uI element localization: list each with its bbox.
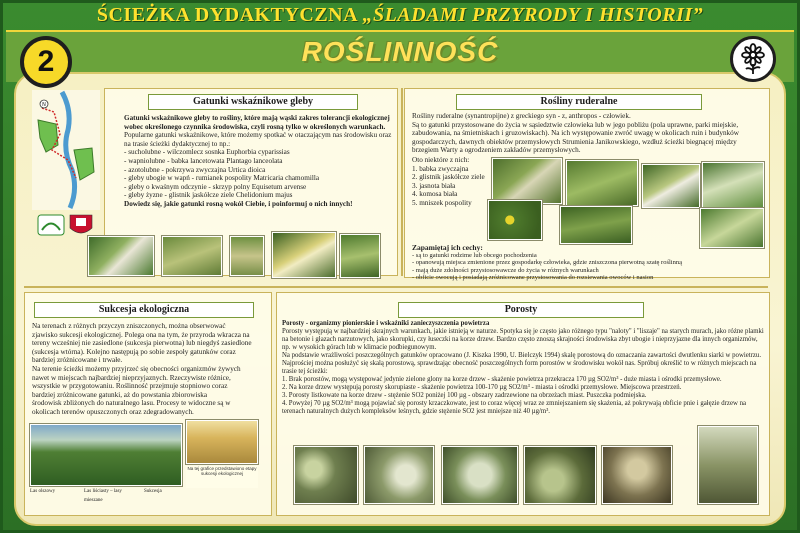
photo-lichen [602,446,672,504]
zapamietaj-item: - obficie owocują i posiadają zróżnicowane przystosowania do rozsiewania owoców i nasion [412,274,654,282]
gatunki-intro: Gatunki wskaźnikowe gleby to rośliny, które mają wąski zakres tolerancji ekologicznej wobec określonego czynnika środowiska, czyli rosną tylko w określonych warunkach. [124,114,390,131]
sukcesja-line: (sukcesja wtórna). Kolejno następują po sobie zespoły gatunków coraz [32,347,236,356]
porosty-item: 3. Porosty listkowate na korze drzew - stężenie SO2 poniżej 100 µg - obszary zadrzewione na obrzeżach miast. Puszczka podmiejska. [282,392,647,399]
sukcesja-line: Na terenie ścieżki możemy przyjrzeć się obecności organizmów żywych [32,364,241,373]
gatunki-item: - gleby o kwaśnym odczynie - skrzyp polny Equisetum arvense [124,182,307,191]
zapamietaj-item: - mają duże zdolności przystosowawcze do życia w różnych warunkach [412,266,599,274]
gatunki-text [124,114,392,224]
board-title-prefix: ŚCIEŻKA DYDAKTYCZNA [96,4,363,26]
photo-field [186,420,258,464]
photo-ruderal [642,164,700,208]
porosty-p1: Porosty - organizmy pionierskie i wskaźniki zanieczyszczenia powietrza [282,320,490,327]
gatunki-heading: Gatunki wskaźnikowe gleby [148,94,358,110]
ruderalne-heading: Rośliny ruderalne [456,94,702,110]
flower-icon [730,36,776,82]
photo-ruderal [492,158,562,204]
sukcesja-caption: Las olszowy [30,489,56,494]
photo-ruderal [560,206,632,244]
zapamietaj-item: - są to gatunki rodzime lub obcego pochodzenia [412,251,537,259]
ruderalne-list-item: 5. mniszek pospolity [412,198,472,207]
photo-lichen [698,426,758,504]
zapamietaj-text [412,243,764,282]
sukcesja-line: tereny wcześniej nie zasiedlone (sukcesja pierwotna) lub niegdyś zasiedlone [32,339,252,348]
zapamietaj-item: - opanowują miejsca zmienione przez gospodarkę człowieka, gdzie zniszczona pierwotną szatę roślinną [412,259,682,267]
sukcesja-line: bardziej zróżnicowane gatunki, aż do powstania zbiorowiska [32,390,208,399]
gatunki-closing: Dowiedz się, jakie gatunki rosną wokół Ciebie, i poinformuj o nich innych! [124,199,353,208]
ruderalne-list-item: 3. jasnota biała [412,181,456,190]
photo-lichen [294,446,358,504]
sukcesja-line: nawet w miejscach najbardziej nieprzyjaznych. Rzeczywiste różnice, [32,373,231,382]
ruderalne-p1: Rośliny ruderalne (synantropijne) z greckiego syn - z, anthropos - człowiek. [412,112,631,120]
photo-ruderal [488,200,542,240]
divider [24,286,768,288]
ruderalne-list-item: 1. babka zwyczajna [412,164,469,173]
photo-plant [340,234,380,278]
photo-ruderal [700,208,764,248]
svg-text:N: N [42,102,46,108]
gatunki-item: - azotolubne - pokrzywa zwyczajna Urtica dioica [124,165,266,174]
gatunki-item: - wapniolubne - babka lancetowata Plantago lanceolata [124,156,283,165]
board-title-italic: „ŚLADAMI PRZYRODY I HISTORII” [362,4,704,26]
trail-map-icon [32,90,100,210]
porosty-p3: Na podstawie wrażliwości poszczególnych gatunków opracowano (J. Kiszka 1990, U. Bielczyk 1994) skalę porostową do oznaczania zawartości dwutlenku siarki w powietrzu. [282,352,762,359]
sukcesja-line: bardziej zróżnicowane i trwałe. [32,356,123,365]
sukcesja-heading: Sukcesja ekologiczna [34,302,254,318]
photo-ruderal [702,162,764,210]
photo-forest [30,424,182,486]
sukcesja-line: okolicach terenów opuszczonych oraz zdegradowanych. [32,407,194,416]
gatunki-item: - gleby żyzne - glistnik jaskółcze ziele Chelidonium majus [124,191,293,200]
ruderalne-p2: Są to gatunki przystosowane do życia w sąsiedztwie człowieka lub w jego pobliżu (pola uprawne, parki miejskie, zabudowania, na śmietniskach i gruzowiskach). Na ich występowanie zwróć uwagę w okolicach ruin i budynków gospodarczych, dawnych obiektów przemysłowych Strumienia Janikowskiego, wzdłuż ścieżki biegnącej między brzegiem Warty a ogrodzeniem zakładów przemysłowych. [412,120,739,155]
photo-ruderal [566,160,638,206]
gatunki-item: - sucholubne - wilczomlecz sosnka Euphorbia cyparissias [124,148,290,157]
zapamietaj-title: Zapamiętaj ich cechy: [412,243,483,252]
porosty-item: 2. Na korze drzew występują porosty skorupiaste - skażenie powietrza 100-170 µg SO2/m³ - miasta i ośrodki przemysłowe. Miejscowa przestrzeń. [282,384,682,391]
divider [401,88,403,276]
sukcesja-line: Na terenach z różnych przyczyn zniszczonych, można obserwować [32,322,226,330]
photo-plant [230,236,264,276]
photo-plant [162,236,222,276]
porosty-heading: Porosty [398,302,644,318]
logo-icon [36,212,96,238]
porosty-p2: Porosty występują w najbardziej skrajnych warunkach, jakie istnieją w naturze. Spotyka się je często jako różnego typu "naloty" i "liszaje" na starych murach, jako różne plamki na betonie i głazach narzutowych, jako skorupki, czy łuseczki na korze drzew. Bardzo często znoszą skrajności środowiska zbyt ubogie i nieprzyjazne dla innych organizmów, np. w wysokich górach lub w klimacie podbiegunowym. [282,328,764,351]
sukcesja-text [32,322,268,422]
photo-lichen [524,446,596,504]
ruderalne-list-item: 4. komosa biała [412,190,458,199]
number-badge [20,36,72,88]
gatunki-p2: Popularne gatunki wskaźnikowe, które możemy spotkać w otaczającym nas środowisku oraz na trasie ścieżki dydaktycznej to np.: [124,131,392,148]
sukcesja-line: wszystkie w przygotowaniu. Roślinność przejmuje stopniowo coraz [32,382,228,391]
photo-lichen [364,446,434,504]
sukcesja-line: środowisk zbliżonych do naturalnego lasu. Procesy te widoczne są w [32,399,231,408]
porosty-text [282,320,766,444]
photo-lichen [442,446,518,504]
badge-number: 2 [37,45,55,78]
porosty-item: 4. Powyżej 70 µg SO2/m³ mogą pojawiać się porosty krzaczkowate, jest to coraz więcej wraz ze zmniejszaniem się skażenia, aż pokrywają obficie pnie i gałęzie drzew na terenach naturalnych dużych kompleksów leśnych, gdzie stężenie SO2 jest mniejsze niż 40 µg/m³. [282,400,746,415]
ruderalne-list [412,156,488,207]
ruderalne-list-title: Oto niektóre z nich: [412,156,470,164]
sukcesja-caption: Sukcesja [144,489,162,494]
section-title: ROŚLINNOŚĆ [301,36,499,67]
porosty-p4: Najprościej można posłużyć się skalą porostową, sprawdzając obecność poszczególnych form porostów w środowisku wokół nas. Spróbuj określić to w różnych miejscach na trasie tej ścieżki: [282,360,757,375]
ruderalne-list-item: 2. glistnik jaskółcze ziele [412,173,485,182]
photo-plant [88,236,154,276]
porosty-item: 1. Brak porostów, mogą występować jedynie zielone glony na korze drzew - skażenie powietrza przekracza 170 µg SO2/m³ - duże miasta i ośrodki przemysłowe. [282,376,722,383]
sukcesja-line: zjawisko sukcesji ekologicznej. Polega ona na tym, że przyroda wkracza na [32,330,250,339]
sukcesja-caption: Las liściasty – lasy mieszane [84,489,122,503]
gatunki-item: - gleby ubogie w wapń - rumianek pospolity Matricaria chamomilla [124,174,320,183]
caption-text: Na tej grafice przedstawiono etapy sukcesji ekologicznej [186,466,258,488]
photo-plant [272,232,336,278]
board-title [0,4,800,30]
